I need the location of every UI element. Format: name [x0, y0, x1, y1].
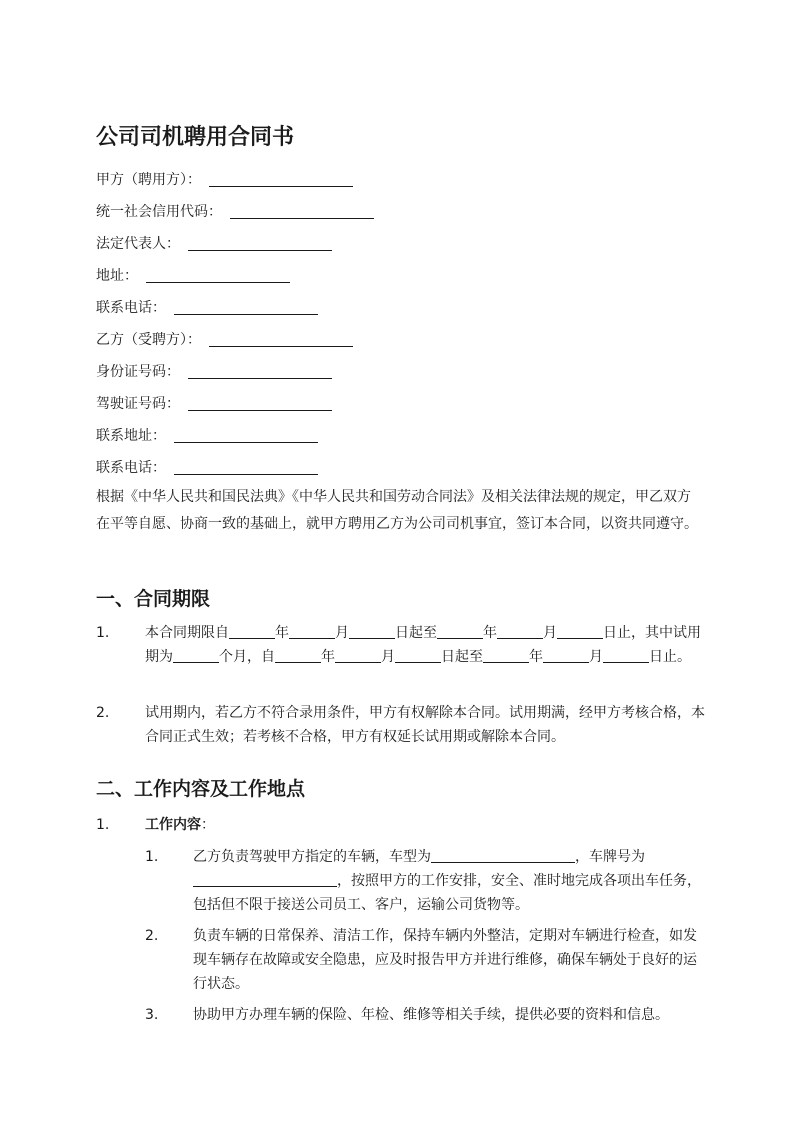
- section-heading: 二、工作内容及工作地点: [96, 778, 306, 800]
- maintenance-paragraph: 负责车辆的日常保养、清洁工作，保持车辆内外整洁，定期对车辆进行检查，如发现车辆存在故障或安全隐患，应及时报告甲方并进行维修，确保车辆处于良好的运行状态。: [193, 928, 697, 992]
- field-label: 联系地址：: [96, 428, 166, 444]
- document-title: 公司司机聘用合同书: [96, 125, 295, 150]
- party-b-phone-field: [96, 458, 318, 478]
- field-label: 驾驶证号码：: [96, 396, 180, 412]
- subitem-number: 2.: [145, 928, 159, 944]
- term-dates-paragraph: 本合同期限自 年 月 日起至 年 月 日止，其中试用期为 个月，自 年 月 日起至 年 月 日止。: [145, 625, 701, 665]
- subitem-number: 1.: [145, 849, 159, 865]
- preamble-paragraph: 根据《中华人民共和国民法典》《中华人民共和国劳动合同法》及相关法律法规的规定，甲乙双方在平等自愿、协商一致的基础上，就甲方聘用乙方为公司司机事宜，签订本合同，以资共同遵守。: [96, 489, 698, 532]
- fill-blank[interactable]: [497, 625, 543, 639]
- fill-blank[interactable]: [603, 649, 649, 663]
- contact-address-field: [96, 426, 318, 446]
- fill-blank[interactable]: [289, 625, 335, 639]
- fill-blank[interactable]: [543, 649, 589, 663]
- party-b-name-field: [96, 330, 353, 350]
- fill-blank[interactable]: [395, 649, 441, 663]
- party-a-phone-field: [96, 298, 318, 318]
- fill-blank[interactable]: [335, 649, 381, 663]
- paperwork-paragraph: 协助甲方办理车辆的保险、年检、维修等相关手续，提供必要的资料和信息。: [193, 1007, 669, 1023]
- field-label: 地址：: [96, 268, 138, 284]
- fill-blank[interactable]: [188, 364, 332, 379]
- field-label: 身份证号码：: [96, 364, 180, 380]
- party-a-name-field: [96, 170, 353, 190]
- field-label: 统一社会信用代码：: [96, 204, 222, 220]
- id-number-field: [96, 362, 332, 382]
- fill-blank[interactable]: [483, 649, 529, 663]
- probation-paragraph: 试用期内，若乙方不符合录用条件，甲方有权解除本合同。试用期满，经甲方考核合格，本合同正式生效；若考核不合格，甲方有权延长试用期或解除本合同。: [145, 705, 705, 745]
- legal-representative-field: [96, 234, 332, 254]
- work-content-label: 工作内容：: [145, 817, 215, 833]
- fill-blank[interactable]: [174, 460, 318, 475]
- fill-blank[interactable]: [193, 873, 337, 887]
- fill-blank[interactable]: [437, 625, 483, 639]
- fill-blank[interactable]: [209, 332, 353, 347]
- fill-blank[interactable]: [188, 236, 332, 251]
- credit-code-field: [96, 202, 374, 222]
- fill-blank[interactable]: [349, 625, 395, 639]
- field-label: 甲方（聘用方）：: [96, 172, 201, 188]
- fill-blank[interactable]: [229, 625, 275, 639]
- fill-blank[interactable]: [275, 649, 321, 663]
- fill-blank[interactable]: [173, 649, 219, 663]
- fill-blank[interactable]: [431, 849, 575, 863]
- driving-duty-paragraph: 乙方负责驾驶甲方指定的车辆，车型为 ，车牌号为，按照甲方的工作安排，安全、准时地完成各项出车任务，包括但不限于接送公司员工、客户，运输公司货物等。: [193, 849, 701, 913]
- fill-blank[interactable]: [557, 625, 603, 639]
- item-number: 1.: [96, 817, 110, 833]
- item-number: 1.: [96, 625, 110, 641]
- fill-blank[interactable]: [174, 428, 318, 443]
- item-number: 2.: [96, 705, 110, 721]
- fill-blank[interactable]: [146, 268, 290, 283]
- subitem-number: 3.: [145, 1007, 159, 1023]
- field-label: 联系电话：: [96, 460, 166, 476]
- license-number-field: [96, 394, 332, 414]
- address-field: [96, 266, 290, 286]
- field-label: 法定代表人：: [96, 236, 180, 252]
- field-label: 乙方（受聘方）：: [96, 332, 201, 348]
- fill-blank[interactable]: [230, 204, 374, 219]
- field-label: 联系电话：: [96, 300, 166, 316]
- fill-blank[interactable]: [188, 396, 332, 411]
- section-heading: 一、合同期限: [96, 588, 211, 610]
- fill-blank[interactable]: [174, 300, 318, 315]
- fill-blank[interactable]: [209, 172, 353, 187]
